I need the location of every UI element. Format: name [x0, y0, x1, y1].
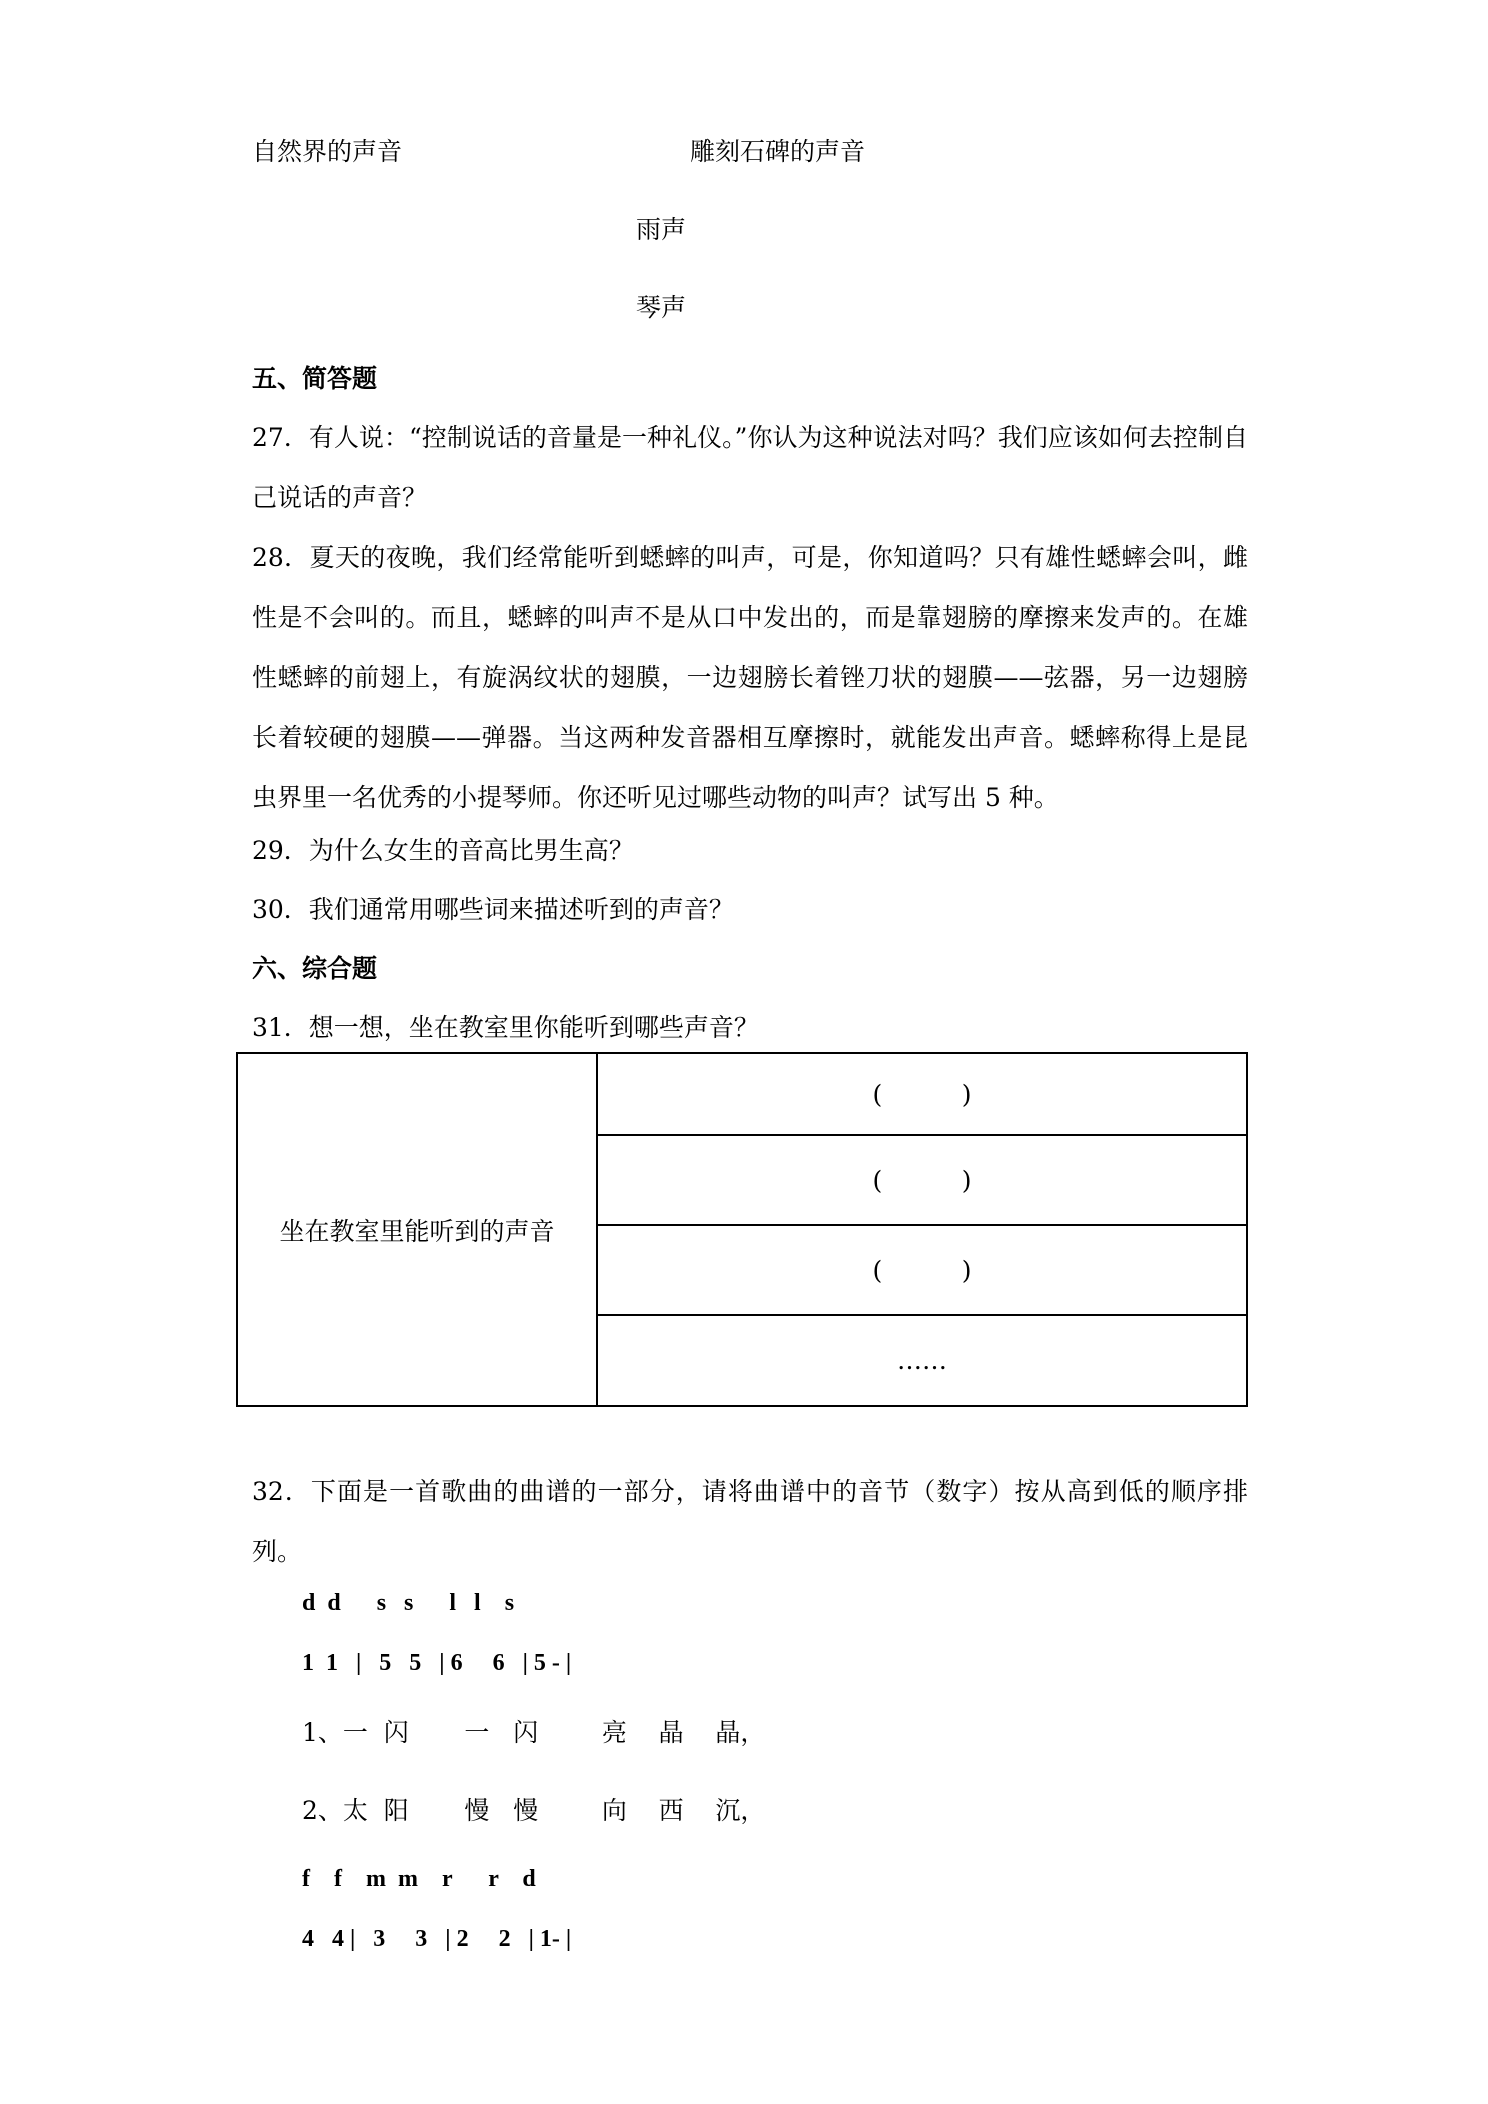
score-numbers-line-2: 4 4 | 3 3 | 2 2 | 1- | — [302, 1926, 572, 1952]
matching-middle-item: 雨声 — [636, 215, 687, 244]
answer-blank-cell[interactable]: ( ) — [597, 1053, 1247, 1135]
lyric-line-1: 1、一 闪 一 闪 亮 晶 晶， — [302, 1718, 766, 1747]
question-32: 32．下面是一首歌曲的曲谱的一部分，请将曲谱中的音节（数字）按从高到低的顺序排列。 — [252, 1477, 1248, 1566]
question-28: 28．夏天的夜晚，我们经常能听到蟋蟀的叫声，可是，你知道吗？只有雄性蟋蟀会叫，雌性是不会叫的。而且，蟋蟀的叫声不是从口中发出的，而是靠翅膀的摩擦来发声的。在雄性蟋蟀的前翅上，有旋涡纹状的翅膜，一边翅膀长着锉刀状的翅膜——弦器，另一边翅膀长着较硬的翅膜——弹器。当这两种发音器相互摩擦时，就能发出声音。蟋蟀称得上是昆虫界里一名优秀的小提琴师。你还听见过哪些动物的叫声？试写出 5 种。 — [252, 543, 1248, 812]
matching-middle-item: 琴声 — [636, 293, 687, 322]
question-27: 27．有人说：“控制说话的音量是一种礼仪。”你认为这种说法对吗？我们应该如何去控制自己说话的声音？ — [252, 423, 1248, 512]
answer-blank-cell[interactable]: ( ) — [597, 1225, 1247, 1315]
score-syllables-line-2: f f m m r r d — [302, 1866, 536, 1892]
score-syllables-line-1: d d s s l l s — [302, 1590, 515, 1616]
section-heading: 五、简答题 — [252, 364, 378, 393]
answer-blank-cell[interactable]: ( ) — [597, 1135, 1247, 1225]
answer-table — [236, 1052, 1248, 1407]
score-numbers-line-1: 1 1 | 5 5 | 6 6 | 5 - | — [302, 1650, 572, 1676]
table-ellipsis-cell: …… — [597, 1315, 1247, 1406]
matching-left-item: 自然界的声音 — [252, 137, 403, 166]
lyric-line-2: 2、太 阳 慢 慢 向 西 沉， — [302, 1796, 766, 1825]
question-31: 31．想一想，坐在教室里你能听到哪些声音？ — [252, 1013, 759, 1042]
section-heading: 六、综合题 — [252, 954, 378, 983]
matching-right-item: 雕刻石碑的声音 — [690, 137, 866, 166]
question-29: 29．为什么女生的音高比男生高？ — [252, 836, 634, 865]
question-30: 30．我们通常用哪些词来描述听到的声音？ — [252, 895, 734, 924]
table-label-cell: 坐在教室里能听到的声音 — [237, 1053, 597, 1406]
